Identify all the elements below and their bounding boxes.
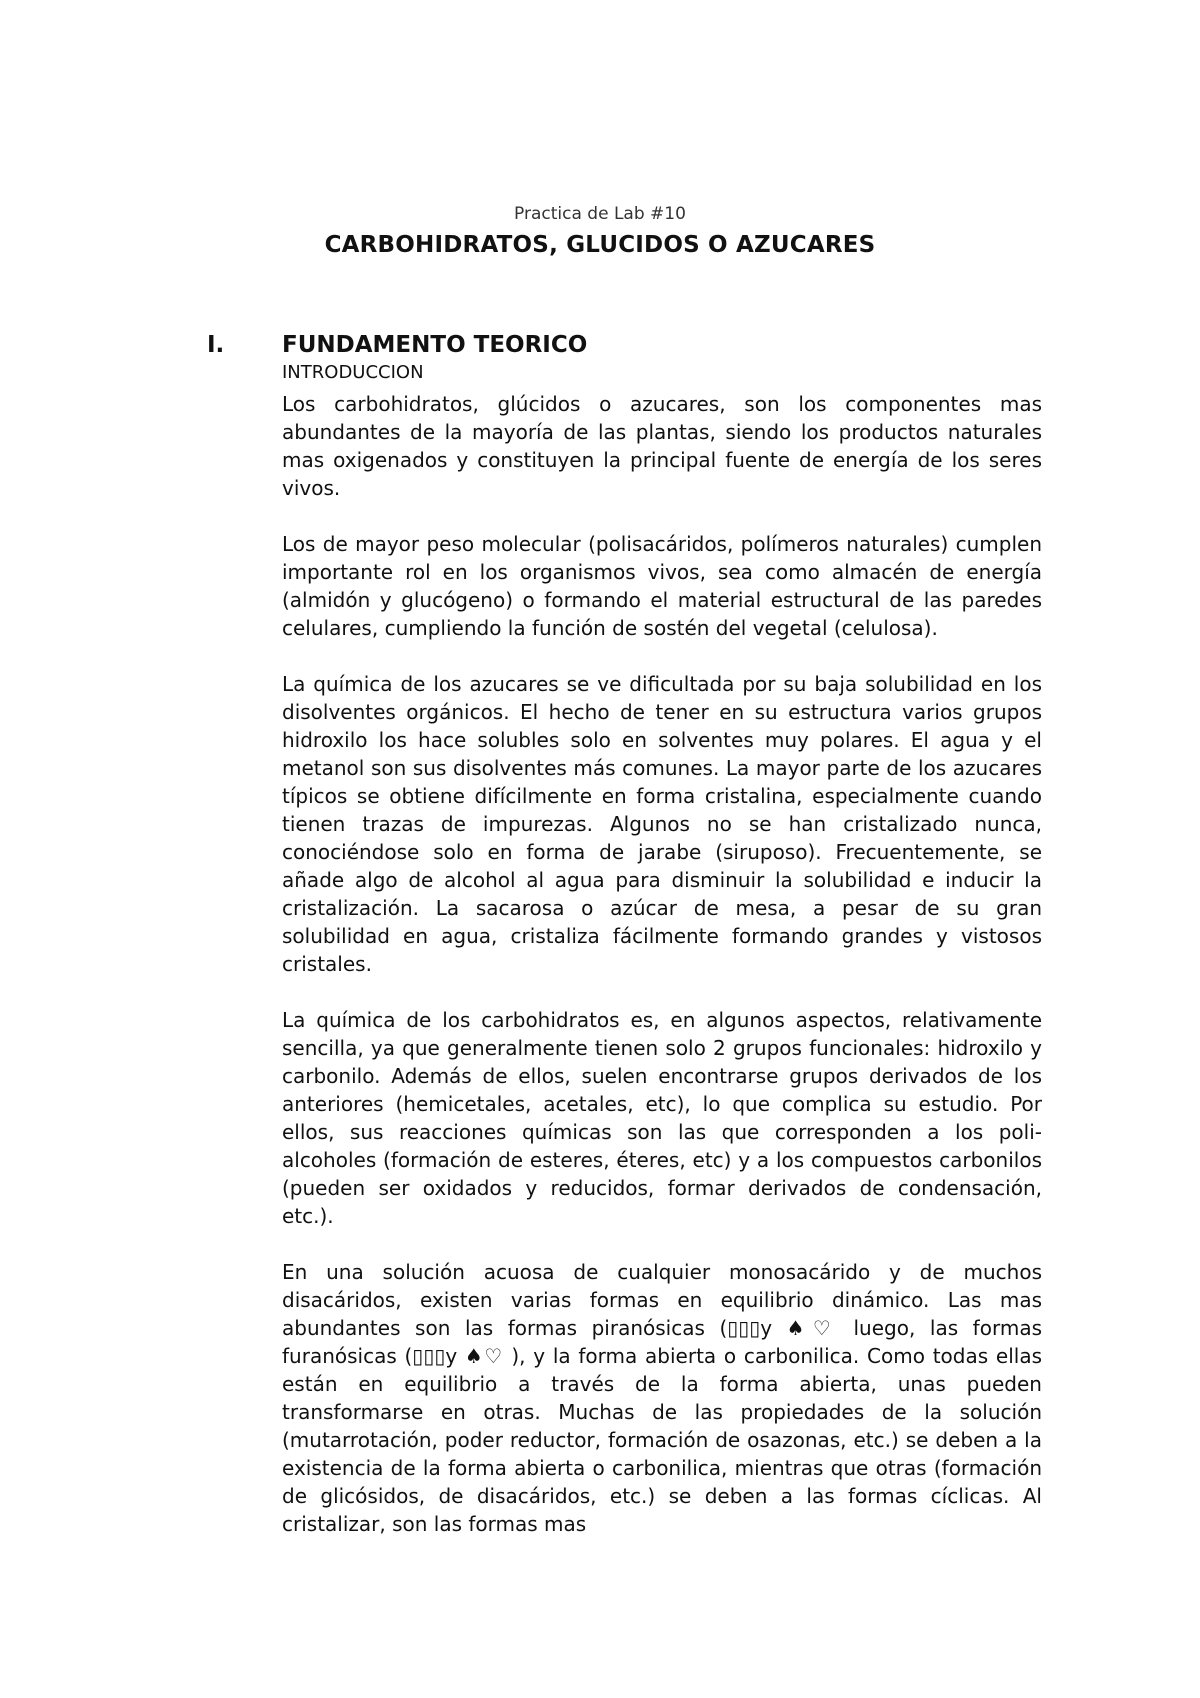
paragraph: Los carbohidratos, glúcidos o azucares, son los componentes mas abundantes de la mayoría de las plantas, siendo los productos naturales mas oxigenados y constituyen la principal fuente de energía de los seres vivos. — [282, 392, 1042, 500]
document-subtitle: Practica de Lab #10 — [514, 204, 686, 224]
document-title: CARBOHIDRATOS, GLUCIDOS O AZUCARES — [324, 232, 876, 258]
paragraph: La química de los azucares se ve dificultada por su baja solubilidad en los disolventes orgánicos. El hecho de tener en su estructura varios grupos hidroxilo los hace solubles solo en solventes muy polares. El agua y el metanol son sus disolventes más comunes. La mayor parte de los azucares típicos se obtiene difícilmente en forma cristalina, especialmente cuando tienen trazas de impurezas. Algunos no se han cristalizado nunca, conociéndose solo en forma de jarabe (siruposo). Frecuentemente, se añade algo de alcohol al agua para disminuir la solubilidad e inducir la cristalización. La sacarosa o azúcar de mesa, a pesar de su gran solubilidad en agua, cristaliza fácilmente formando grandes y vistosos cristales. — [282, 672, 1042, 976]
paragraph: La química de los carbohidratos es, en algunos aspectos, relativamente sencilla, ya que generalmente tienen solo 2 grupos funcionales: hidroxilo y carbonilo. Además de ellos, suelen encontrarse grupos derivados de los anteriores (hemicetales, acetales, etc), lo que complica su estudio. Por ellos, sus reacciones químicas son las que corresponden a los poli-alcoholes (formación de esteres, éteres, etc) y a los compuestos carbonilos (pueden ser oxidados y reducidos, formar derivados de condensación, etc.). — [282, 1008, 1042, 1228]
section-label: INTRODUCCION — [282, 362, 424, 383]
section-body — [282, 390, 1042, 1538]
paragraph: En una solución acuosa de cualquier monosacárido y de muchos disacáridos, existen varias formas en equilibrio dinámico. Las mas abundantes son las formas piranósicas (▯▯▯y ♠♡ luego, las formas furanósicas (▯▯▯y ♠♡ ), y la forma abierta o carbonilica. Como todas ellas están en equilibrio a través de la forma abierta, unas pueden transformarse en otras. Muchas de las propiedades de la solución (mutarrotación, poder reductor, formación de osazonas, etc.) se deben a la existencia de la forma abierta o carbonilica, mientras que otras (formación de glicósidos, de disacáridos, etc.) se deben a las formas cíclicas. Al cristalizar, son las formas mas — [282, 1260, 1042, 1536]
section-heading: FUNDAMENTO TEORICO — [282, 332, 588, 358]
section-number: I. — [207, 332, 225, 358]
paragraph: Los de mayor peso molecular (polisacáridos, polímeros naturales) cumplen importante rol en los organismos vivos, sea como almacén de energía (almidón y glucógeno) o formando el material estructural de las paredes celulares, cumpliendo la función de sostén del vegetal (celulosa). — [282, 532, 1042, 640]
